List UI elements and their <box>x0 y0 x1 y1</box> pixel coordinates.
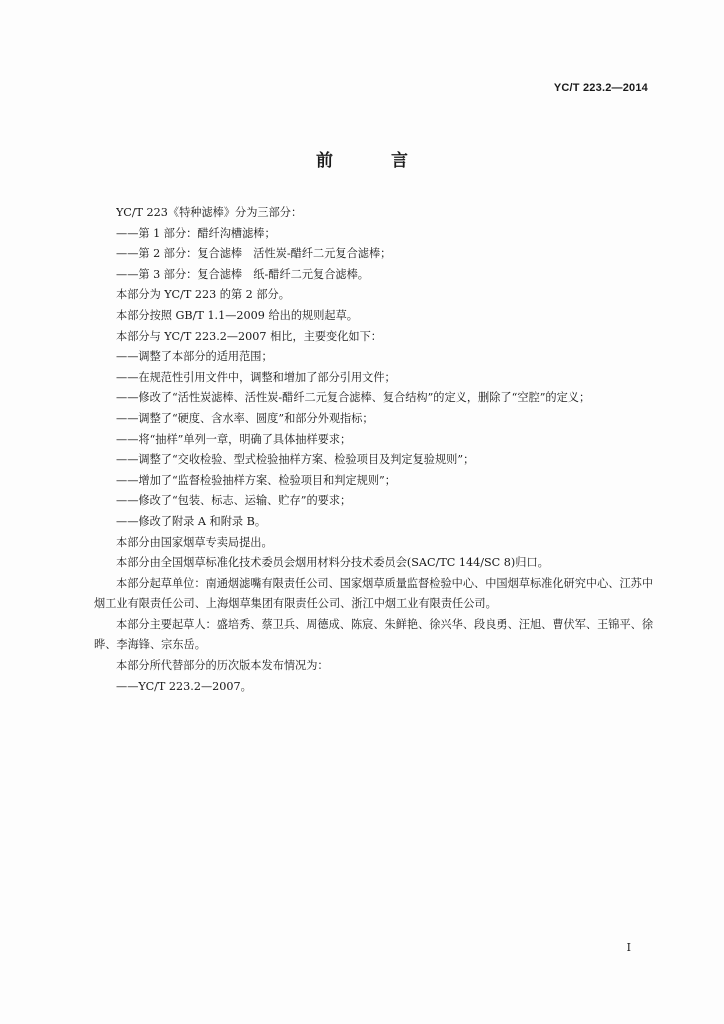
list-item-change: ——在规范性引用文件中，调整和增加了部分引用文件； <box>116 370 396 384</box>
paragraph-changes-intro: 本部分与 YC/T 223.2—2007 相比，主要变化如下： <box>116 329 382 343</box>
paragraph-drafting-units: 本部分起草单位：南通烟滤嘴有限责任公司、国家烟草质量监督检验中心、中国烟草标准化研究中心、江苏中烟工业有限责任公司、上海烟草集团有限责任公司、浙江中烟工业有限责任公司。 <box>94 576 654 611</box>
list-item-change: ——调整了“交收检验、型式检验抽样方案、检验项目及判定复验规则”； <box>116 453 475 467</box>
list-item-change: ——调整了本部分的适用范围； <box>116 350 273 364</box>
paragraph-history-intro: 本部分所代替部分的历次版本发布情况为： <box>116 659 329 673</box>
list-item-part-1: ——第 1 部分：醋纤沟槽滤棒； <box>116 226 276 240</box>
list-item-change: ——修改了“包装、标志、运输、贮存”的要求； <box>116 494 352 508</box>
list-item-change: ——调整了“硬度、含水率、圆度”和部分外观指标； <box>116 411 374 425</box>
paragraph-intro: YC/T 223《特种滤棒》分为三部分： <box>116 206 303 219</box>
list-item-change: ——修改了附录 A 和附录 B。 <box>116 514 267 528</box>
paragraph-committee: 本部分由全国烟草标准化技术委员会烟用材料分技术委员会(SAC/TC 144/SC 8)归口。 <box>116 556 549 570</box>
paragraph-drafting-rules: 本部分按照 GB/T 1.1—2009 给出的规则起草。 <box>116 308 358 322</box>
paragraph-proposer: 本部分由国家烟草专卖局提出。 <box>116 535 273 549</box>
list-item-history: ——YC/T 223.2—2007。 <box>116 679 252 693</box>
page-number: I <box>626 941 631 954</box>
foreword-body <box>94 203 656 697</box>
list-item-change: ——增加了“监督检验抽样方案、检验项目和判定规则”； <box>116 473 396 487</box>
paragraph-drafters: 本部分主要起草人：盛培秀、蔡卫兵、周德成、陈宸、朱鲜艳、徐兴华、段良勇、汪旭、曹伏军、王锦平、徐晔、李海锋、宗东岳。 <box>94 617 654 652</box>
list-item-change: ——修改了“活性炭滤棒、活性炭-醋纤二元复合滤棒、复合结构”的定义，删除了“空腔”的定义； <box>116 391 591 405</box>
document-code: YC/T 223.2—2014 <box>553 82 648 94</box>
page-title: 前 言 <box>316 151 434 171</box>
list-item-part-3: ——第 3 部分：复合滤棒 纸-醋纤二元复合滤棒。 <box>116 267 369 281</box>
paragraph-part-statement: 本部分为 YC/T 223 的第 2 部分。 <box>116 288 290 302</box>
list-item-part-2: ——第 2 部分：复合滤棒 活性炭-醋纤二元复合滤棒； <box>116 247 392 261</box>
list-item-change: ——将“抽样”单列一章，明确了具体抽样要求； <box>116 432 352 446</box>
